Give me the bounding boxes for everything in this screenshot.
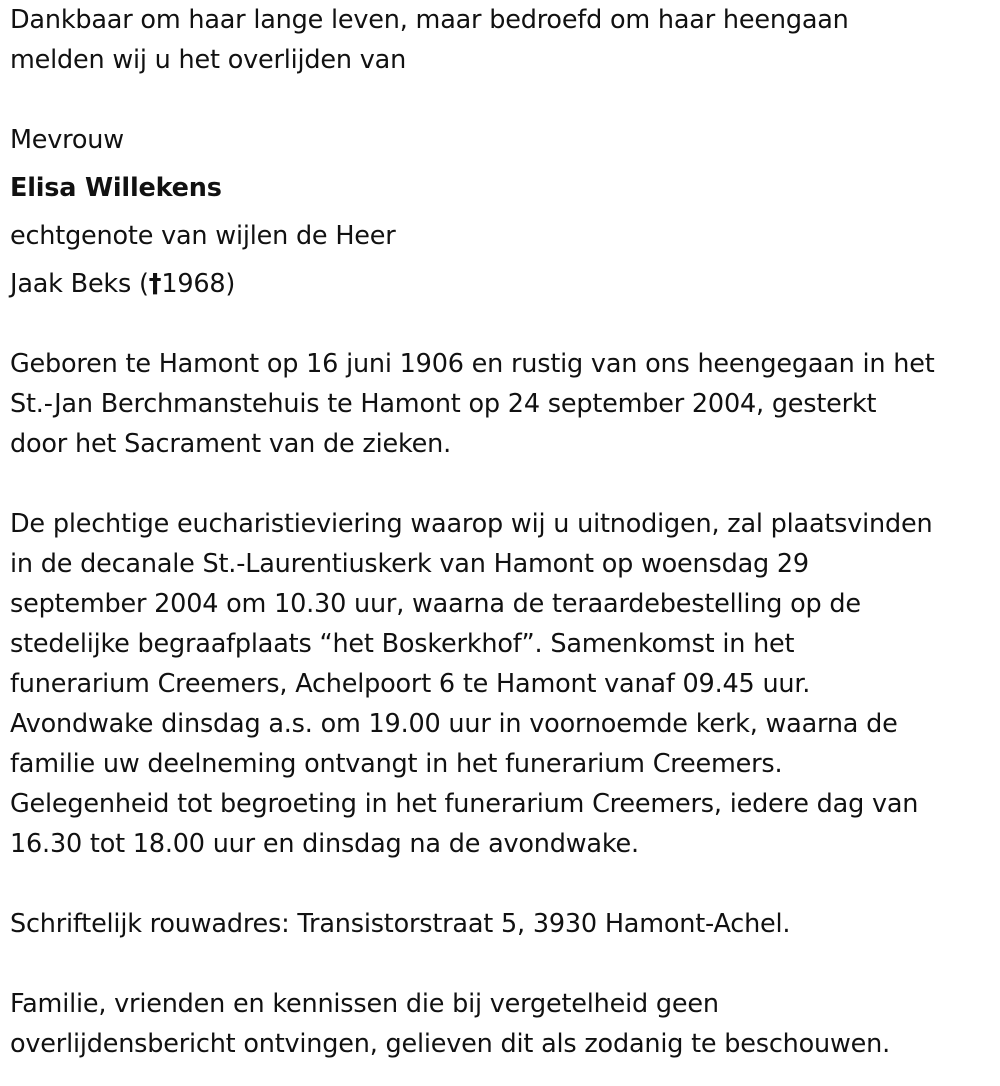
deceased-name: Elisa Willekens <box>10 173 222 203</box>
intro-text: Dankbaar om haar lange leven, maar bedroefd om haar heengaan melden wij u het overlijden van <box>10 5 849 75</box>
ceremony-paragraph: De plechtige eucharistieviering waarop wij u uitnodigen, zal plaatsvinden in de decanale St.-Laurentiuskerk van Hamont op woensdag 29 september 2004 om 10.30 uur, waarna de teraardebestelling op de stedelijke begraafplaats “het Boskerkhof”. Samenkomst in het funerarium Creemers, Achelpoort 6 te Hamont vanaf 09.45 uur. Avondwake dinsdag a.s. om 19.00 uur in voornoemde kerk, waarna de familie uw deelneming ontvangt in het funerarium Creemers. Gelegenheid tot begroeting in het funerarium Creemers, iedere dag van 16.30 tot 18.00 uur en dinsdag na de avondwake. <box>10 509 933 859</box>
title-text: Mevrouw <box>10 125 124 155</box>
spouse-year: 1968) <box>161 269 236 299</box>
birth-death-paragraph: Geboren te Hamont op 16 juni 1906 en rustig van ons heengegaan in het St.-Jan Berchmanstehuis te Hamont op 24 september 2004, gesterkt door het Sacrament van de zieken. <box>10 349 935 459</box>
closing-paragraph: Familie, vrienden en kennissen die bij vergetelheid geen overlijdensbericht ontvingen, gelieven dit als zodanig te beschouwen. <box>10 989 891 1059</box>
deceased-block <box>10 116 995 308</box>
spouse-name: Jaak Beks ( <box>10 269 149 299</box>
spouse-line <box>10 260 995 308</box>
relation-text: echtgenote van wijlen de Heer <box>10 221 396 251</box>
address-paragraph: Schriftelijk rouwadres: Transistorstraat 5, 3930 Hamont-Achel. <box>10 909 791 939</box>
cross-icon: † <box>148 269 162 299</box>
death-notice <box>10 0 995 1064</box>
